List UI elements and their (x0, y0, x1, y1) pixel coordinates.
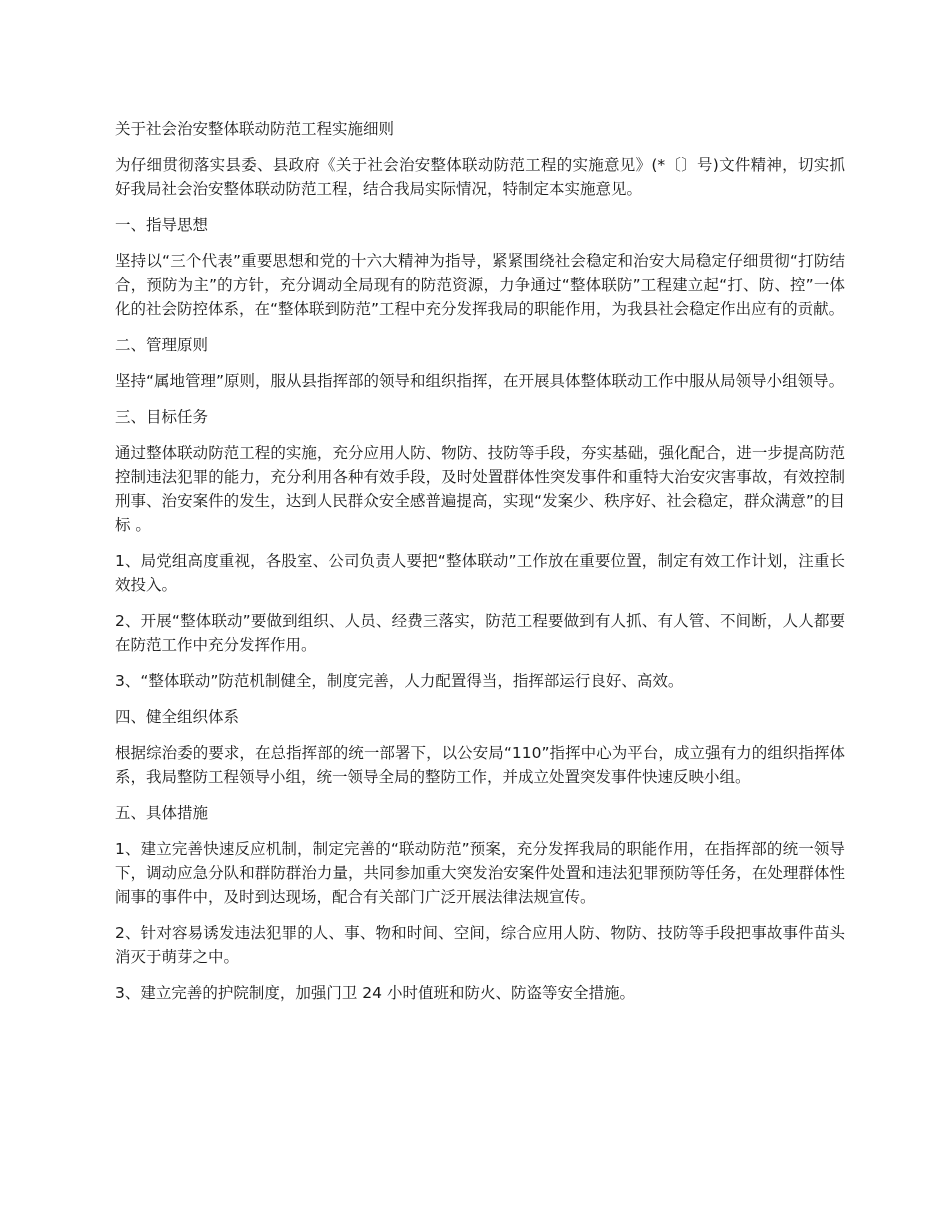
intro-paragraph: 为仔细贯彻落实县委、县政府《关于社会治安整体联动防范工程的实施意见》(*〔〕号)文件精神，切实抓好我局社会治安整体联动防范工程，结合我局实际情况，特制定本实施意见。 (115, 156, 845, 198)
goals-item-2: 2、开展“整体联动”要做到组织、人员、经费三落实，防范工程要做到有人抓、有人管、不间断，人人都要在防范工作中充分发挥作用。 (115, 612, 845, 654)
section-heading-management-principle: 二、管理原则 (115, 336, 209, 354)
section-body-management-principle: 坚持“属地管理”原则，服从县指挥部的领导和组织指挥，在开展具体整体联动工作中服从局领导小组领导。 (115, 372, 845, 390)
section-heading-guiding-ideology: 一、指导思想 (115, 216, 209, 234)
section-body-goals: 通过整体联动防范工程的实施，充分应用人防、物防、技防等手段，夯实基础，强化配合，进一步提高防范控制违法犯罪的能力，充分利用各种有效手段，及时处置群体性突发事件和重特大治安灾害事故，有效控制刑事、治安案件的发生，达到人民群众安全感普遍提高，实现“发案少、秩序好、社会稳定，群众满意”的目标 。 (115, 444, 845, 534)
measures-item-1: 1、建立完善快速反应机制，制定完善的“联动防范”预案，充分发挥我局的职能作用，在指挥部的统一领导下，调动应急分队和群防群治力量，共同参加重大突发治安案件处置和违法犯罪预防等任务，在处理群体性闹事的事件中，及时到达现场，配合有关部门广泛开展法律法规宣传。 (115, 840, 845, 906)
goals-item-1: 1、局党组高度重视，各股室、公司负责人要把“整体联动”工作放在重要位置，制定有效工作计划，注重长效投入。 (115, 552, 845, 594)
measures-item-2: 2、针对容易诱发违法犯罪的人、事、物和时间、空间，综合应用人防、物防、技防等手段把事故事件苗头消灭于萌芽之中。 (115, 924, 845, 966)
section-body-organization: 根据综治委的要求，在总指挥部的统一部署下，以公安局“110”指挥中心为平台，成立强有力的组织指挥体系，我局整防工程领导小组，统一领导全局的整防工作，并成立处置突发事件快速反映小组。 (115, 744, 845, 786)
measures-item-3: 3、建立完善的护院制度，加强门卫 24 小时值班和防火、防盗等安全措施。 (115, 984, 635, 1002)
document-title: 关于社会治安整体联动防范工程实施细则 (115, 120, 395, 138)
section-heading-measures: 五、具体措施 (115, 804, 209, 822)
section-body-guiding-ideology: 坚持以“三个代表”重要思想和党的十六大精神为指导，紧紧围绕社会稳定和治安大局稳定仔细贯彻“打防结合，预防为主”的方针，充分调动全局现有的防范资源，力争通过“整体联防”工程建立起“打、防、控”一体化的社会防控体系，在“整体联到防范”工程中充分发挥我局的职能作用，为我县社会稳定作出应有的贡献。 (115, 252, 845, 318)
section-heading-goals: 三、目标任务 (115, 408, 209, 426)
document-page (115, 117, 845, 1017)
goals-item-3: 3、“整体联动”防范机制健全，制度完善，人力配置得当，指挥部运行良好、高效。 (115, 672, 684, 690)
section-heading-organization: 四、健全组织体系 (115, 708, 240, 726)
